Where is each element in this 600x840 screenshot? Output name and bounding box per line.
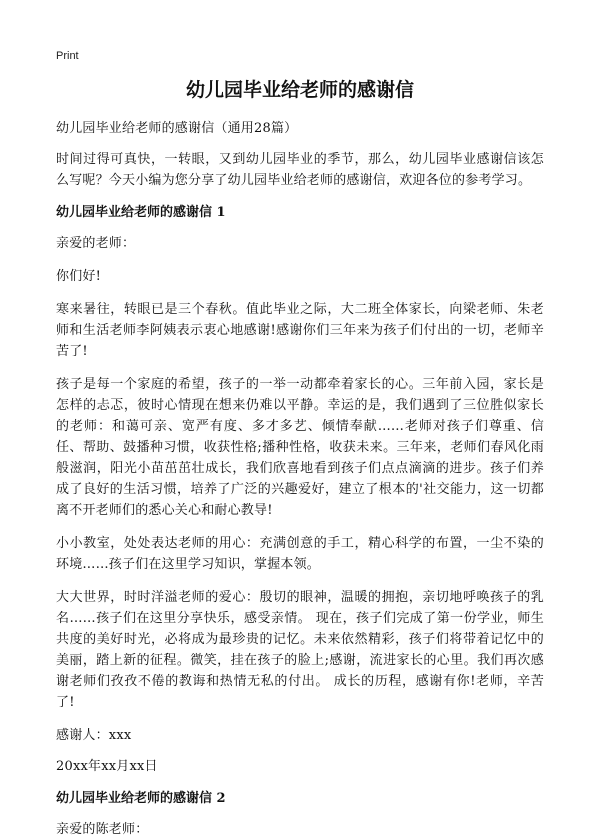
letter-1-signature: 感谢人：xxx [56,728,132,743]
letter-2-heading: 幼儿园毕业给老师的感谢信 2 [56,791,226,806]
letter-1-paragraph: 大大世界，时时洋溢老师的爱心：殷切的眼神，温暖的拥抱，亲切地呼唤孩子的乳名……孩子们在这里分享快乐，感受亲情。 现在，孩子们完成了第一份学业，师生共度的美好时光，必将成为最珍贵的记忆。未来依然精彩，孩子们将带着记忆中的美丽，踏上新的征程。微笑，挂在孩子的脸上;感谢，流进家长的心里。我们再次感谢老师们孜孜不倦的教诲和热情无私的付出。 成长的历程，感谢有你!老师，辛苦了! [56,590,544,710]
letter-1-paragraph: 寒来暑往，转眼已是三个春秋。值此毕业之际，大二班全体家长，向梁老师、朱老师和生活老师李阿姨表示衷心地感谢!感谢你们三年来为孩子们付出的一切，老师辛苦了! [56,302,544,359]
letter-1-heading: 幼儿园毕业给老师的感谢信 1 [56,205,226,220]
letter-1-salutation: 亲爱的老师： [56,236,136,251]
intro-paragraph: 时间过得可真快，一转眼，又到幼儿园毕业的季节，那么，幼儿园毕业感谢信该怎么写呢？今天小编为您分享了幼儿园毕业给老师的感谢信，欢迎各位的参考学习。 [56,152,544,188]
document-subtitle: 幼儿园毕业给老师的感谢信（通用28篇） [56,121,298,136]
letter-1-paragraph: 小小教室，处处表达老师的用心：充满创意的手工，精心科学的布置，一尘不染的环境……孩子们在这里学习知识，掌握本领。 [56,536,544,572]
letter-1-paragraph: 孩子是每一个家庭的希望，孩子的一举一动都牵着家长的心。三年前入园，家长是怎样的忐忑，彼时心情现在想来仍难以平静。幸运的是，我们遇到了三位胜似家长的老师：和蔼可亲、宽严有度、多才多艺、倾情奉献……老师对孩子们尊重、信任、帮助、鼓播种习惯，收获性格;播种性格，收获未来。三年来，老师们春风化雨般滋润，阳光小苗茁茁壮成长，我们欣喜地看到孩子们点点滴滴的进步。孩子们养成了良好的生活习惯，培养了广泛的兴趣爱好，建立了根本的'社交能力，这一切都离不开老师们的悉心关心和耐心教导! [56,377,544,518]
letter-1-date: 20xx年xx月xx日 [56,759,158,774]
letter-1-greeting: 你们好! [56,269,102,284]
letter-2-salutation: 亲爱的陈老师： [56,822,149,837]
print-link[interactable]: Print [56,50,79,62]
document-title: 幼儿园毕业给老师的感谢信 [185,79,414,101]
